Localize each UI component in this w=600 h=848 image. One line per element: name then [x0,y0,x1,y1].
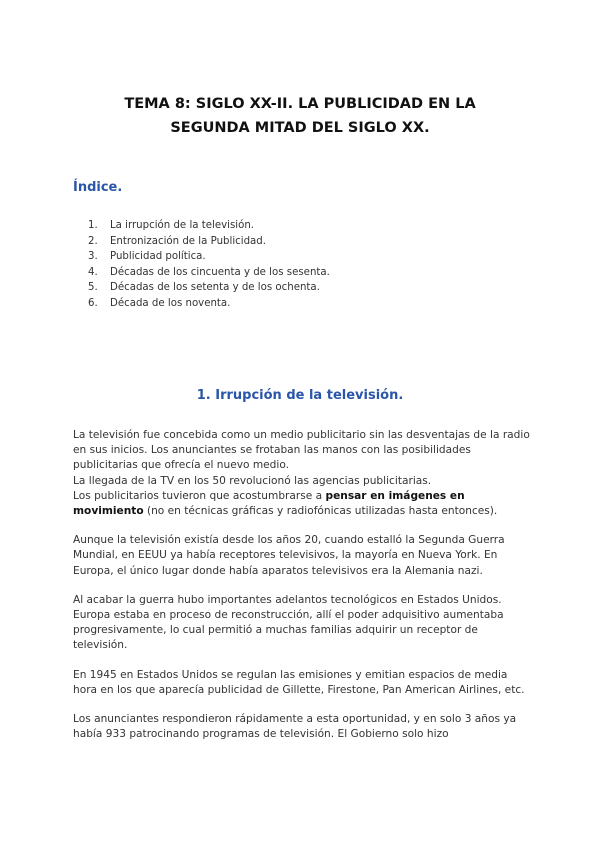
index-item-label: Publicidad política. [110,251,206,263]
paragraph-text: (no en técnicas gráficas y radiofónicas utilizadas hasta entonces). [143,505,498,518]
index-item-number: 1. [88,220,98,231]
document-title [60,92,540,140]
index-item-number: 6. [88,297,98,309]
paragraph: La televisión fue concebida como un medio publicitario sin las desventajas de la radio en sus inicios. Los anunciantes se frotaban las manos con las posibilidades publicitarias que ofrecía el nuevo medio. [73,429,530,472]
paragraph: Aunque la televisión existía desde los años 20, cuando estalló la Segunda Guerra Mundial, en EEUU ya había receptores televisivos, la mayoría en Nueva York. En Europa, el único lugar donde había aparatos televisivos era la Alemania nazi. [73,534,505,577]
paragraph-text: Los publicitarios tuvieron que acostumbrarse a [73,489,326,502]
paragraph: En 1945 en Estados Unidos se regulan las emisiones y emitian espacios de media hora en los que aparecía publicidad de Gillette, Firestone, Pan American Airlines, etc. [73,668,525,696]
index-item [88,234,330,250]
section-body [73,428,533,742]
title-line-2: SEGUNDA MITAD DEL SIGLO XX. [170,120,430,136]
index-item [88,296,330,312]
title-line-1: TEMA 8: SIGLO XX-II. LA PUBLICIDAD EN LA [124,96,476,112]
index-item-label: La irrupción de la televisión. [110,220,255,231]
paragraph: Los anunciantes respondieron rápidamente a esta oportunidad, y en solo 3 años ya había 933 patrocinando programas de televisión. El Gobierno solo hizo [73,713,517,741]
paragraph [73,489,533,519]
index-item-number: 2. [88,235,98,247]
index-item-label: Entronización de la Publicidad. [110,235,267,247]
index-item-label: Décadas de los cincuenta y de los sesenta. [110,266,330,278]
index-item-number: 5. [88,282,98,294]
index-item-number: 3. [88,251,98,263]
index-item-label: Década de los noventa. [110,297,231,309]
index-item [88,218,330,234]
index-item [88,265,330,281]
index-heading: Índice. [73,180,123,195]
index-item [88,249,330,265]
paragraph: Al acabar la guerra hubo importantes adelantos tecnológicos en Estados Unidos. Europa estaba en proceso de reconstrucción, allí el poder adquisitivo aumentaba progresivamente, lo cual permitió a muchas familias adquirir un receptor de televisión. [73,593,504,652]
index-list [88,218,330,312]
bold-phrase: pensar en imágenes en movimiento [73,489,465,518]
index-item [88,280,330,296]
section-heading: 1. Irrupción de la televisión. [196,388,404,403]
paragraph: La llegada de la TV en los 50 revolucionó las agencias publicitarias. [73,474,432,487]
index-item-label: Décadas de los setenta y de los ochenta. [110,282,320,294]
index-item-number: 4. [88,266,98,278]
